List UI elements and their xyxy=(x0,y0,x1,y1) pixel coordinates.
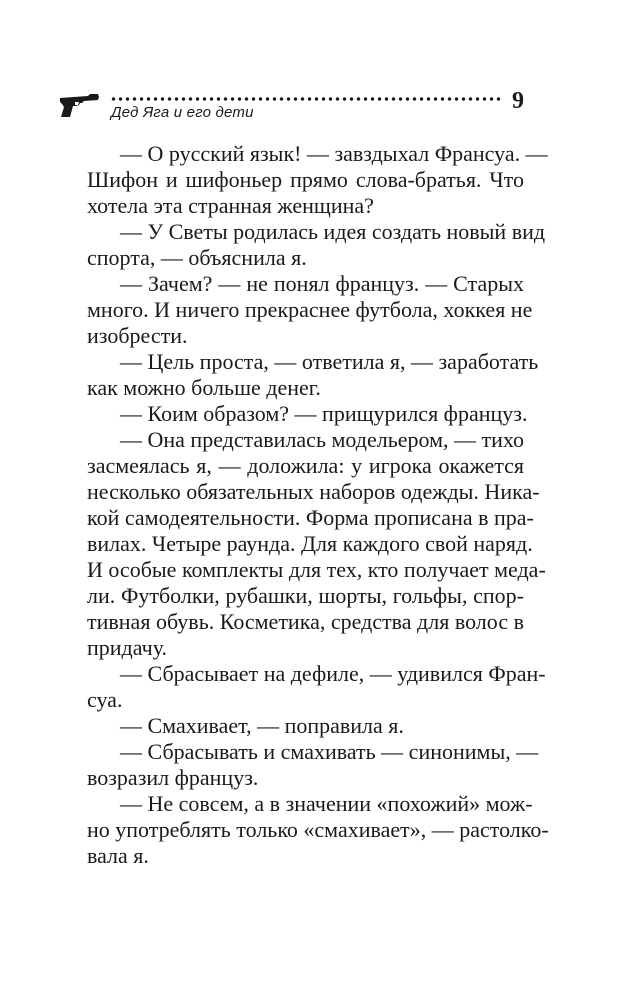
text-line: кой самодеятельности. Форма прописана в пра- xyxy=(87,505,534,530)
text-body xyxy=(87,141,549,869)
text-line: тивная обувь. Косметика, средства для волос в xyxy=(87,609,524,634)
text-line: вилах. Четыре раунда. Для каждого свой наряд. xyxy=(87,531,533,556)
running-head: Дед Яга и его дети xyxy=(111,104,254,121)
text-line: засмеялась я, — доложила: у игрока окажется xyxy=(87,453,524,478)
page-header xyxy=(0,0,640,130)
text-line: но употреблять только «смахивает», — растолко- xyxy=(87,817,549,842)
text-line: — Смахивает, — поправила я. xyxy=(120,713,404,738)
dotted-rule xyxy=(110,96,502,102)
text-line: Шифон и шифоньер прямо слова-братья. Что xyxy=(87,167,524,192)
text-line: — О русский язык! — завздыхал Франсуа. — xyxy=(120,141,548,166)
paragraph xyxy=(87,713,524,739)
text-line: И особые комплекты для тех, кто получает меда- xyxy=(87,557,546,582)
text-line: несколько обязательных наборов одежды. Ника- xyxy=(87,479,540,504)
paragraph xyxy=(87,427,546,661)
paragraph xyxy=(87,401,528,427)
paragraph xyxy=(87,141,548,219)
text-line: как можно больше денег. xyxy=(87,375,321,400)
text-line: — Не совсем, а в значении «похожий» мож- xyxy=(120,791,533,816)
text-line: — Коим образом? — прищурился француз. xyxy=(120,401,528,426)
text-line: много. И ничего прекраснее футбола, хоккея не xyxy=(87,297,533,322)
page-number: 9 xyxy=(512,88,524,114)
paragraph xyxy=(87,271,533,349)
revolver-icon xyxy=(58,90,100,118)
text-line: — Зачем? — не понял француз. — Старых xyxy=(120,271,524,296)
text-line: вала я. xyxy=(87,843,149,868)
paragraph xyxy=(87,791,549,869)
text-line: ли. Футболки, рубашки, шорты, гольфы, спор- xyxy=(87,583,524,608)
text-line: — Сбрасывает на дефиле, — удивился Фран- xyxy=(120,661,546,686)
text-line: — Цель проста, — ответила я, — заработать xyxy=(120,349,539,374)
text-line: — Сбрасывать и смахивать — синонимы, — xyxy=(120,739,539,764)
paragraph xyxy=(87,739,539,791)
text-line: суа. xyxy=(87,687,123,712)
text-line: хотела эта странная женщина? xyxy=(87,193,374,218)
paragraph xyxy=(87,349,539,401)
paragraph xyxy=(87,661,546,713)
paragraph xyxy=(87,219,546,271)
text-line: — Она представилась модельером, — тихо xyxy=(120,427,525,452)
text-line: придачу. xyxy=(87,635,167,660)
text-line: — У Светы родилась идея создать новый вид xyxy=(120,219,546,244)
text-line: спорта, — объяснила я. xyxy=(87,245,307,270)
text-line: возразил француз. xyxy=(87,765,259,790)
text-line: изобрести. xyxy=(87,323,188,348)
